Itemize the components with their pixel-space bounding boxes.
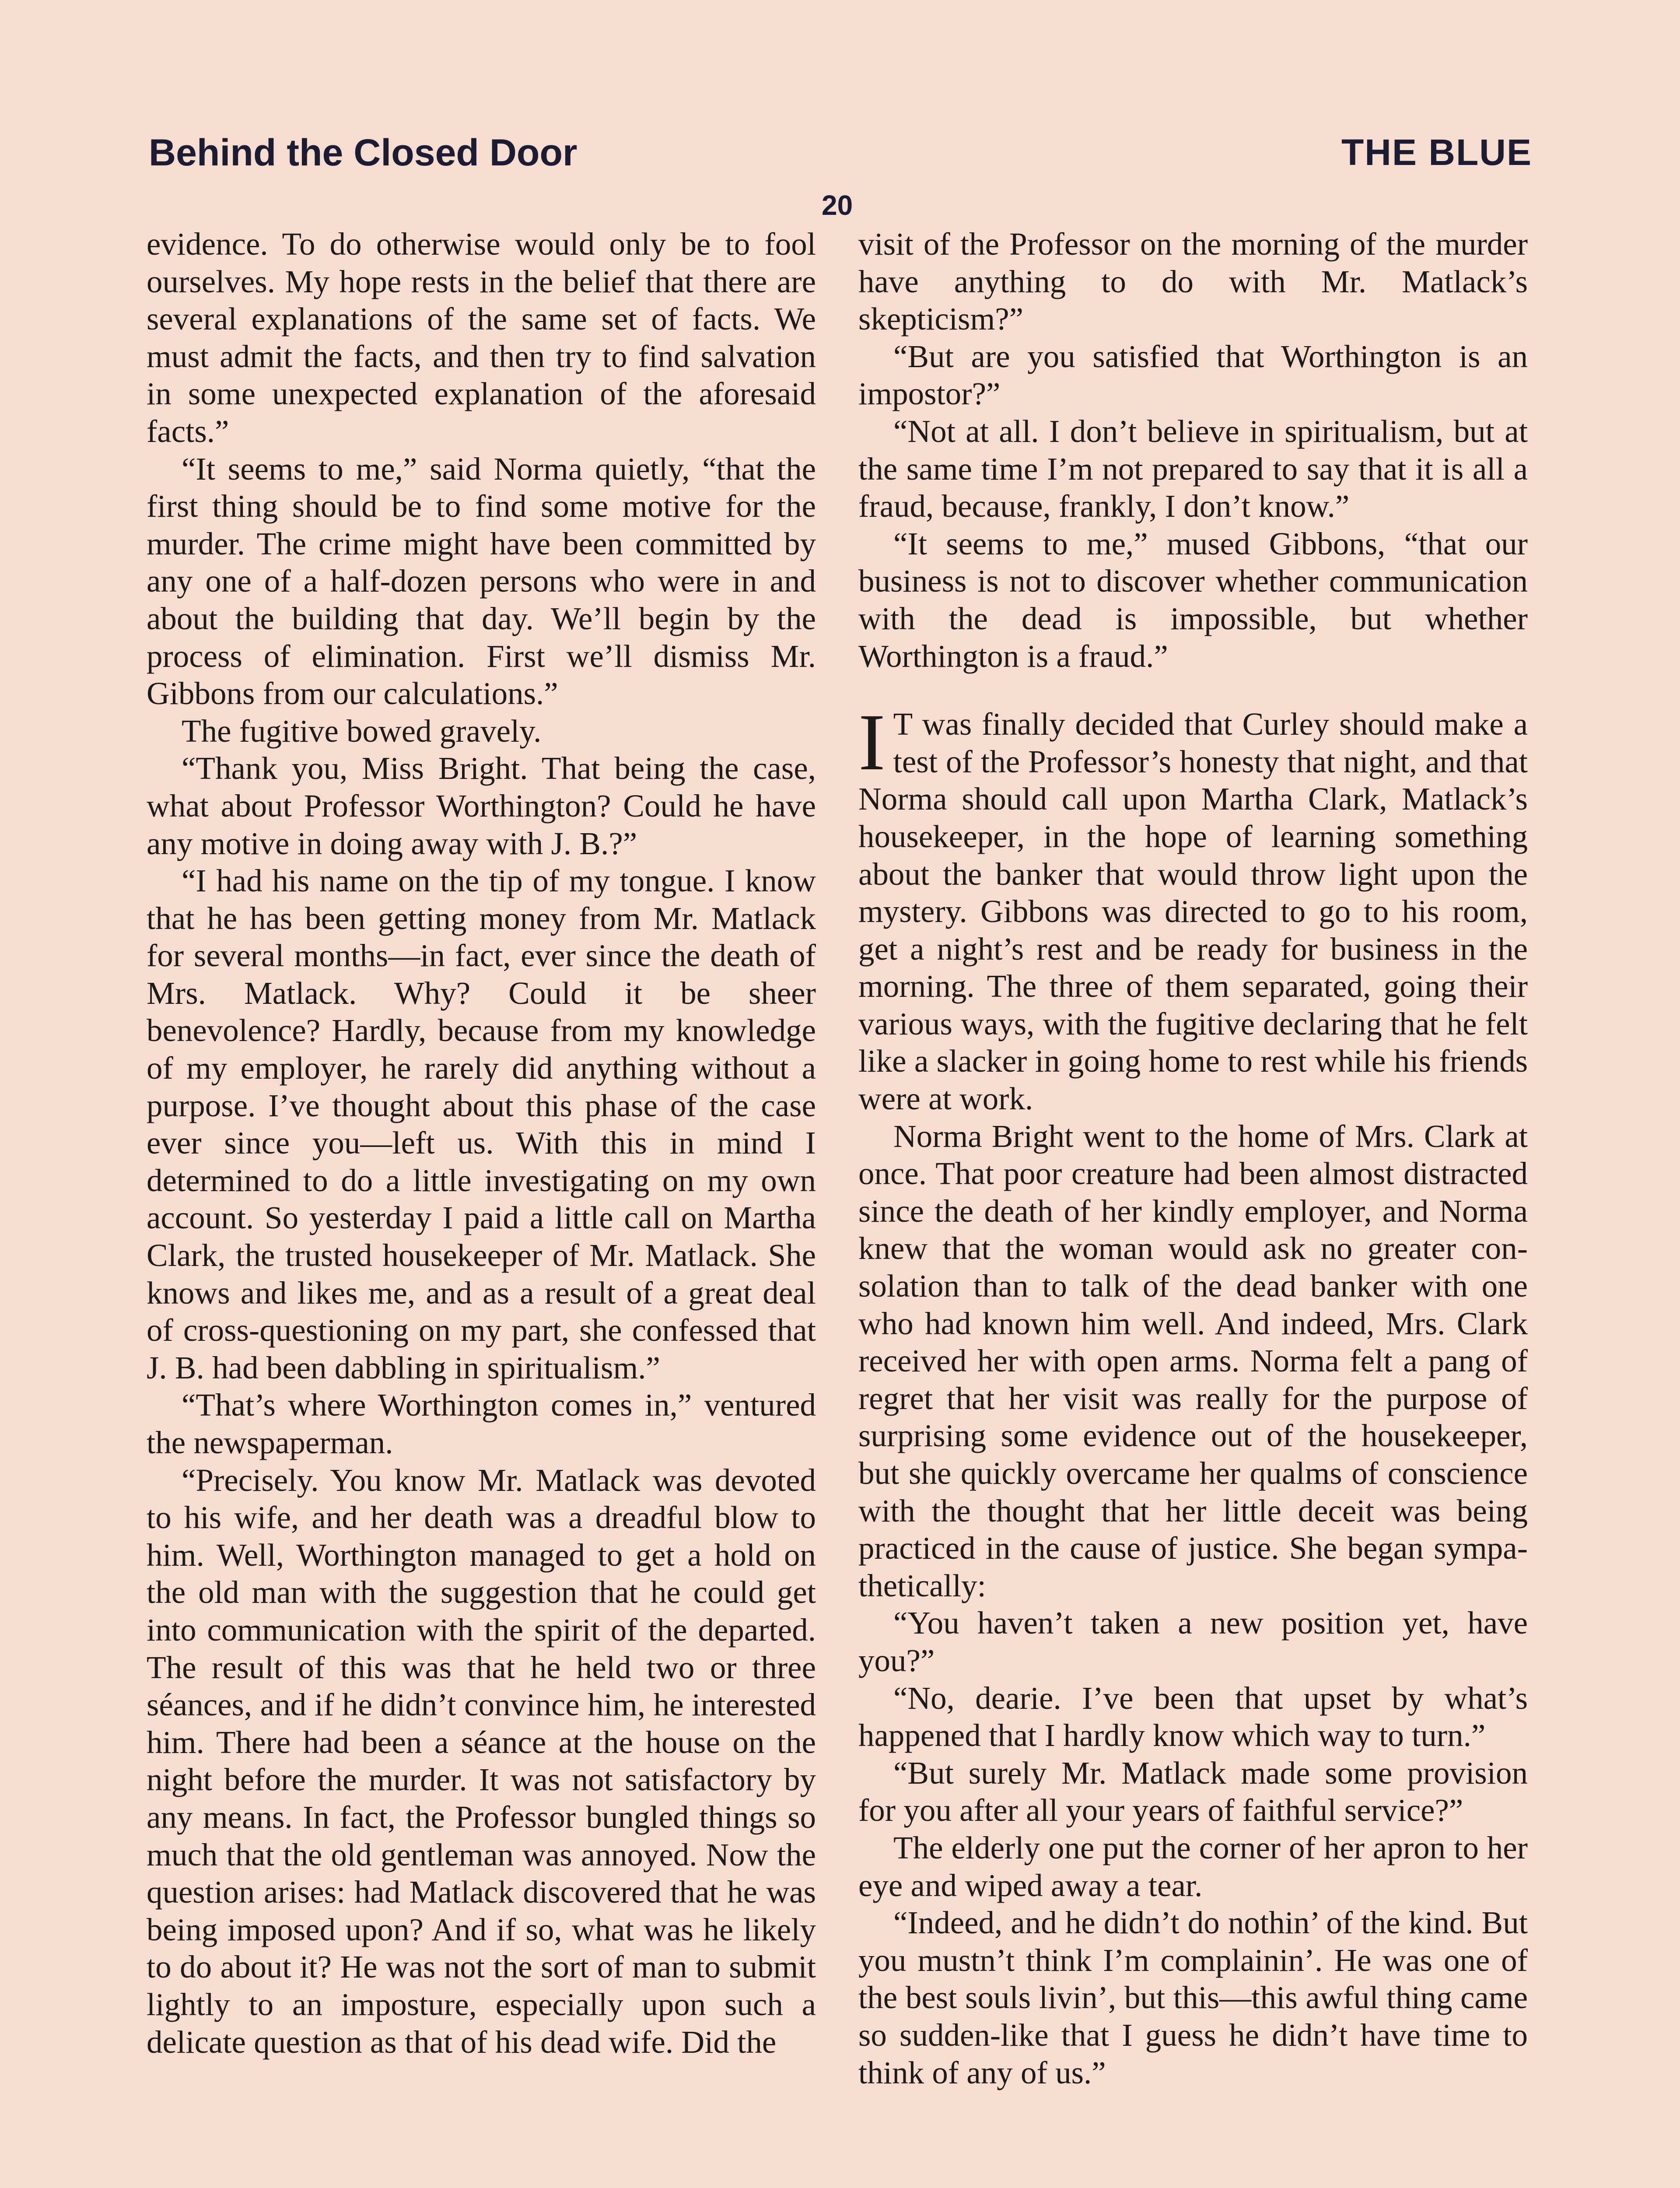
paragraph: “Thank you, Miss Bright. That being the case, what about Professor Worthington? Could he have any motive in doing away with J. B.?” [147,750,816,861]
paragraph: “That’s where Worthington comes in,” ventured the newspaperman. [147,1387,816,1460]
left-column [147,225,816,2061]
paragraph: visit of the Professor on the morning of the murder have anything to do with Mr. Matlack’s skepticism?” [858,226,1528,337]
paragraph: “Indeed, and he didn’t do nothin’ of the kind. But you mustn’t think I’m complainin’. He was one of the best souls livin’, but this—this awful thing came so sudden-like that I guess he didn’t have time to think of any of us.” [858,1905,1528,2090]
paragraph: “But surely Mr. Matlack made some provision for you after all your years of faithful service?” [858,1755,1528,1828]
paragraph: “Precisely. You know Mr. Matlack was devoted to his wife, and her death was a dreadful blow to him. Well, Worthington managed to get a hold on the old man with the suggestion that he could get into communication with the spirit of the departed. The result of this was that he held two or three séances, and if he didn’t convince him, he interested him. There had been a séance at the house on the night before the murder. It was not satisfactory by any means. In fact, the Professor bungled things so much that the old gentleman was annoyed. Now the question arises: had Matlack discovered that he was being imposed upon? And if so, what was he likely to do about it? He was not the sort of man to submit lightly to an imposture, especially upon such a delicate question as that of his dead wife. Did the [147,1462,816,2060]
paragraph: “It seems to me,” said Norma quietly, “that the first thing should be to find some motive for the murder. The crime might have been committed by any one of a half-dozen persons who were in and about the building that day. We’ll begin by the process of elimination. First we’ll dismiss Mr. Gibbons from our calculations.” [147,451,816,712]
paragraph: The elderly one put the corner of her apron to her eye and wiped away a tear. [858,1830,1528,1903]
section-opening-text: T was finally decided that Curley should make a test of the Professor’s honesty that night, and that Norma should call upon Martha Clark, Matlack’s housekeeper, in the hope of learning something about the banker that would throw light upon the mystery. Gibbons was directed to go to his room, get a night’s rest and be ready for business in the morning. The three of them separated, going their various ways, with the fugitive declaring that he felt like a slacker in going home to rest while his friends were at work. [858,706,1528,1117]
paragraph: evidence. To do otherwise would only be to fool ourselves. My hope rests in the belief that there are several explanations of the same set of facts. We must admit the facts, and then try to find salvation in some unexpected explanation of the aforesaid facts.” [147,226,816,449]
paragraph: “No, dearie. I’ve been that upset by what’s happened that I hardly know which way to turn.” [858,1680,1528,1753]
running-title: Behind the Closed Door [149,132,578,174]
paragraph: “I had his name on the tip of my tongue. I know that he has been getting money from Mr. Matlack for several months—in fact, ever since the death of Mrs. Matlack. Why? Could it be sheer benevolence? Hardly, because from my knowledge of my employer, he rarely did anything without a purpose. I’ve thought about this phase of the case ever since you—left us. With this in mind I determined to do a little investigating on my own account. So yesterday I paid a little call on Martha Clark, the trusted housekeeper of Mr. Matlack. She knows and likes me, and as a result of a great deal of cross-questioning on my part, she confessed that J. B. had been dabbling in spiritualism.” [147,863,816,1385]
paragraph: “It seems to me,” mused Gibbons, “that our business is not to discover whether communication with the dead is impossible, but whether Worthington is a fraud.” [858,526,1528,674]
right-column [858,225,1528,2091]
page-number: 20 [822,189,853,221]
paragraph: “Not at all. I don’t believe in spiritualism, but at the same time I’m not prepared to say that it is all a fraud, because, frankly, I don’t know.” [858,413,1528,524]
paragraph: “You haven’t taken a new position yet, have you?” [858,1605,1528,1678]
section-opening-paragraph [858,698,1528,1118]
paragraph: “But are you satisfied that Worthington is an impostor?” [858,338,1528,412]
paragraph: The fugitive bowed gravely. [182,713,542,749]
drop-cap: I [858,698,886,788]
magazine-name: THE BLUE [1341,132,1532,173]
paragraph: Norma Bright went to the home of Mrs. Clark at once. That poor creature had been almost distracted since the death of her kindly employer, and Norma knew that the woman would ask no greater consolation than to talk of the dead banker with one who had known him well. And indeed, Mrs. Clark received her with open arms. Norma felt a pang of regret that her visit was really for the purpose of surprising some evidence out of the housekeeper, but she quickly overcame her qualms of conscience with the thought that her little deceit was being practiced in the cause of justice. She began sympathetically: [858,1118,1528,1603]
